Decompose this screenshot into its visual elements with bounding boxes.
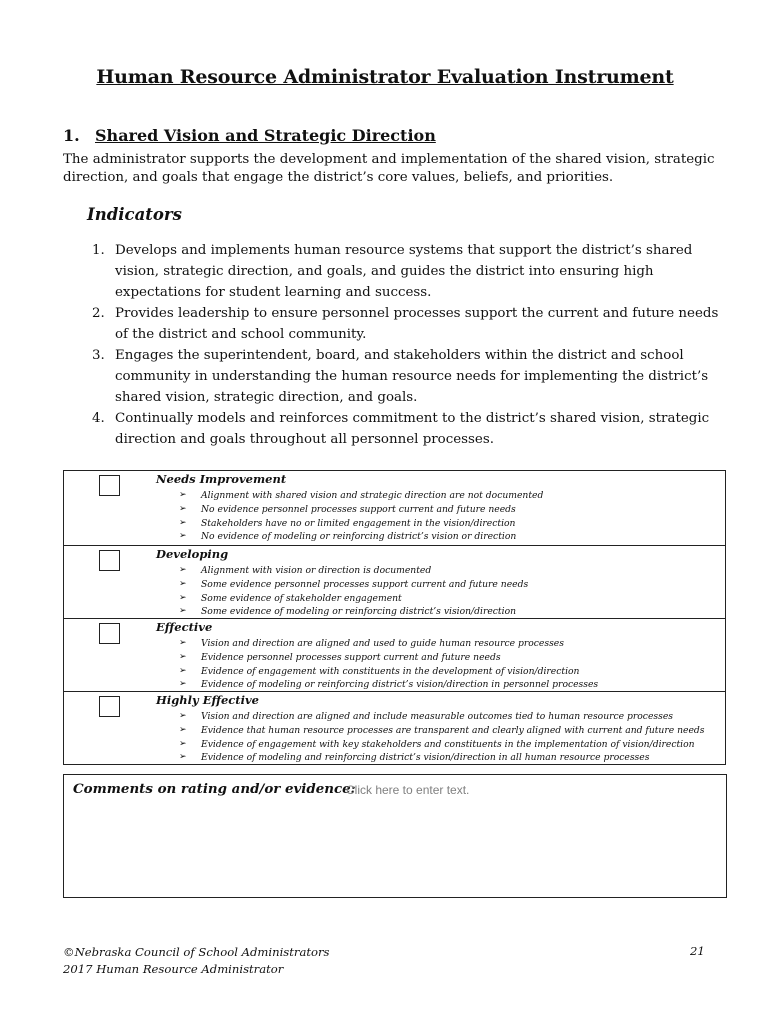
bullet-text: No evidence personnel processes support current and future needs (201, 503, 516, 515)
rating-level-label: Highly Effective (156, 693, 259, 707)
rating-level-label: Needs Improvement (156, 472, 287, 486)
rating-bullets (179, 710, 704, 765)
bullet-text: Evidence of engagement with constituents in the development of vision/direction (201, 665, 580, 677)
comments-box (63, 774, 727, 898)
indicator-text: Develops and implements human resource systems that support the district’s shared vision, strategic direction, and goals, and guides the district into ensuring high expectations for student learning and success. (115, 243, 693, 300)
comments-label: Comments on rating and/or evidence: (73, 781, 356, 797)
rating-bullets (179, 564, 528, 619)
section-description: The administrator supports the development and implementation of the shared vision, strategic direction, and goals that engage the district’s core values, beliefs, and priorities. (63, 152, 715, 185)
rating-checkbox-needs-improvement[interactable] (99, 475, 120, 496)
arrow-bullet-icon: ➢ (179, 592, 187, 603)
arrow-bullet-icon: ➢ (179, 606, 187, 617)
list-item (179, 637, 598, 651)
arrow-bullet-icon: ➢ (179, 665, 187, 676)
arrow-bullet-icon: ➢ (179, 517, 187, 528)
arrow-bullet-icon: ➢ (179, 711, 187, 721)
arrow-bullet-icon: ➢ (179, 651, 187, 662)
indicator-number: 4. (92, 411, 105, 426)
bullet-text: Vision and direction are aligned and used to guide human resource processes (201, 638, 564, 649)
rating-checkbox-effective[interactable] (99, 623, 120, 644)
rating-level-label: Effective (156, 620, 213, 634)
indicator-number: 1. (92, 243, 105, 258)
arrow-bullet-icon: ➢ (179, 531, 187, 542)
arrow-bullet-icon: ➢ (179, 490, 187, 500)
list-item (179, 503, 543, 517)
indicator-text: Provides leadership to ensure personnel processes support the current and future needs of the district and school community. (115, 306, 719, 342)
bullet-text: Evidence personnel processes support current and future needs (201, 651, 501, 663)
list-item (179, 530, 543, 544)
arrow-bullet-icon: ➢ (179, 738, 187, 749)
rating-bullets (179, 637, 598, 692)
indicator-item (92, 240, 722, 303)
list-item (179, 738, 704, 752)
bullet-text: Vision and direction are aligned and include measurable outcomes tied to human resource processes (201, 711, 673, 722)
page-number: 21 (690, 944, 705, 958)
rating-bullets (179, 489, 543, 544)
rating-level-label: Developing (156, 547, 229, 561)
rating-checkbox-developing[interactable] (99, 550, 120, 571)
arrow-bullet-icon: ➢ (179, 503, 187, 514)
indicators-heading: Indicators (87, 205, 182, 224)
document-title: Human Resource Administrator Evaluation Instrument (96, 66, 674, 88)
bullet-text: No evidence of modeling or reinforcing district’s vision or direction (201, 531, 517, 543)
indicator-item (92, 408, 722, 450)
comments-input[interactable]: Click here to enter text. (346, 783, 470, 797)
rating-checkbox-highly-effective[interactable] (99, 696, 120, 717)
rating-row-developing (64, 545, 725, 618)
rating-row-needs-improvement (64, 471, 725, 545)
list-item (179, 592, 528, 606)
list-item (179, 724, 704, 738)
bullet-text: Evidence of engagement with key stakeholders and constituents in the implementation of vision/direction (201, 738, 695, 750)
section-heading-text: Shared Vision and Strategic Direction (95, 126, 436, 145)
list-item (179, 564, 528, 578)
section-number: 1. (63, 126, 80, 145)
bullet-text: Stakeholders have no or limited engagement in the vision/direction (201, 517, 516, 529)
bullet-text: Alignment with vision or direction is documented (201, 565, 432, 576)
bullet-text: Evidence of modeling or reinforcing district’s vision/direction in personnel processes (201, 679, 599, 691)
indicator-number: 2. (92, 306, 105, 321)
list-item (179, 517, 543, 531)
indicator-text: Engages the superintendent, board, and stakeholders within the district and school community in understanding the human resource needs for implementing the district’s shared vision, strategic direction, and goals. (115, 348, 709, 405)
arrow-bullet-icon: ➢ (179, 679, 187, 690)
bullet-text: Some evidence of modeling or reinforcing district’s vision/direction (201, 606, 517, 618)
bullet-text: Evidence that human resource processes are transparent and clearly aligned with current and future needs (201, 724, 705, 736)
indicators-list (92, 240, 722, 450)
indicator-number: 3. (92, 348, 105, 363)
indicator-text: Continually models and reinforces commitment to the district’s shared vision, strategic direction and goals throughout all personnel processes. (115, 411, 710, 447)
indicator-item (92, 303, 722, 345)
arrow-bullet-icon: ➢ (179, 638, 187, 648)
list-item (179, 489, 543, 503)
section-heading (63, 126, 436, 145)
list-item (179, 751, 704, 765)
rating-row-highly-effective (64, 691, 725, 764)
bullet-text: Some evidence personnel processes support current and future needs (201, 578, 529, 590)
arrow-bullet-icon: ➢ (179, 565, 187, 575)
arrow-bullet-icon: ➢ (179, 578, 187, 589)
bullet-text: Alignment with shared vision and strategic direction are not documented (201, 490, 544, 501)
list-item (179, 710, 704, 724)
list-item (179, 665, 598, 679)
list-item (179, 578, 528, 592)
list-item (179, 651, 598, 665)
footer-credit (63, 944, 330, 978)
bullet-text: Some evidence of stakeholder engagement (201, 592, 402, 604)
indicator-item (92, 345, 722, 408)
arrow-bullet-icon: ➢ (179, 752, 187, 763)
arrow-bullet-icon: ➢ (179, 724, 187, 735)
footer-copyright: ©Nebraska Council of School Administrators (63, 945, 330, 959)
rating-row-effective (64, 618, 725, 691)
bullet-text: Evidence of modeling and reinforcing district’s vision/direction in all human resource processes (201, 752, 650, 764)
rating-table (63, 470, 726, 765)
footer-doc-name: 2017 Human Resource Administrator (63, 962, 284, 976)
